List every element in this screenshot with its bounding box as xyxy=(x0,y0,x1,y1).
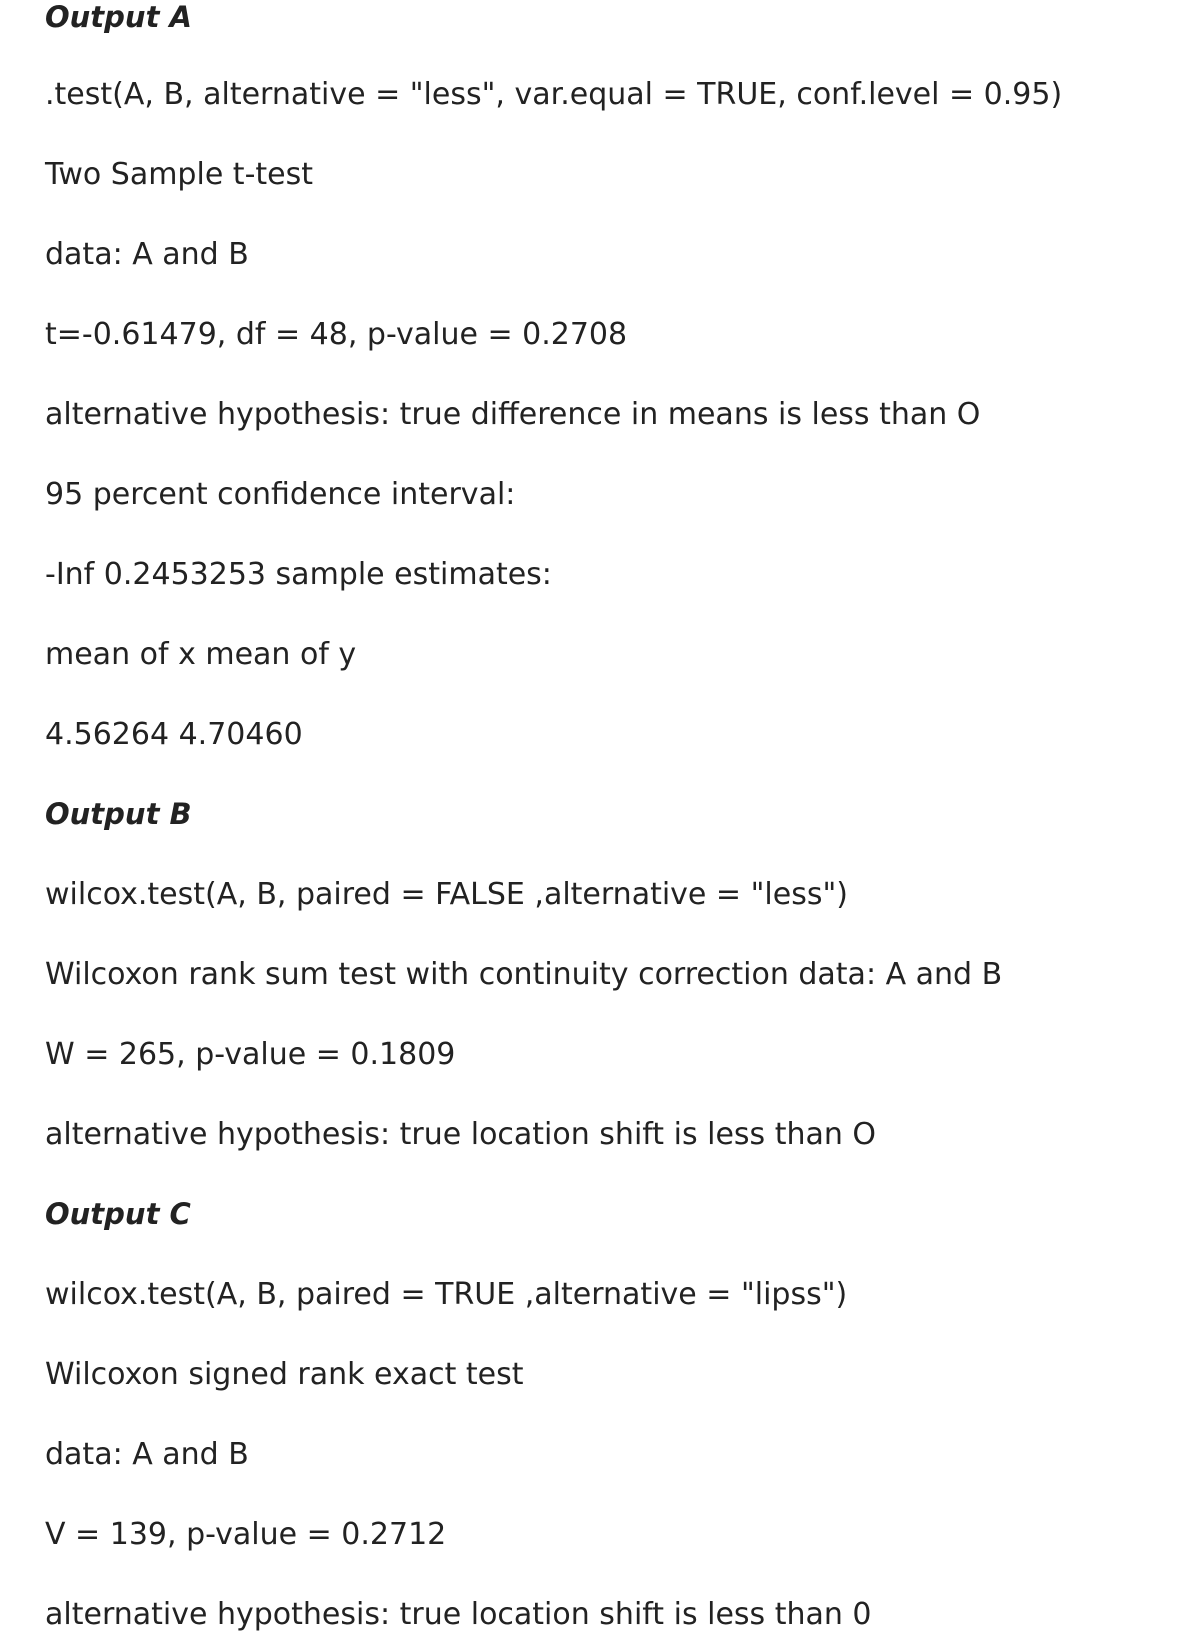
output-a-statistic-line: t=-0.61479, df = 48, p-value = 0.2708 xyxy=(45,317,628,352)
output-b-statistic-line: W = 265, p-value = 0.1809 xyxy=(45,1037,456,1072)
output-c-alternative-line: alternative hypothesis: true location shift is less than 0 xyxy=(45,1597,872,1632)
output-c-test-name: Wilcoxon signed rank exact test xyxy=(45,1357,524,1392)
output-a-command: .test(A, B, alternative = "less", var.equal = TRUE, conf.level = 0.95) xyxy=(45,77,1063,112)
output-a-ci-values: -Inf 0.2453253 sample estimates: xyxy=(45,557,552,592)
output-c-statistic-line: V = 139, p-value = 0.2712 xyxy=(45,1517,447,1552)
output-a-heading: Output A xyxy=(45,0,192,34)
output-a-test-name: Two Sample t-test xyxy=(45,157,314,192)
output-c-data-line: data: A and B xyxy=(45,1437,249,1472)
output-b-test-name: Wilcoxon rank sum test with continuity correction data: A and B xyxy=(45,957,1003,992)
output-a-ci-label: 95 percent confidence interval: xyxy=(45,477,516,512)
output-b-alternative-line: alternative hypothesis: true location shift is less than O xyxy=(45,1117,877,1152)
output-b-command: wilcox.test(A, B, paired = FALSE ,alternative = "less") xyxy=(45,877,848,912)
output-b-heading: Output B xyxy=(45,797,192,831)
output-c-command: wilcox.test(A, B, paired = TRUE ,alternative = "lipss") xyxy=(45,1277,848,1312)
output-c-heading: Output C xyxy=(45,1197,191,1231)
output-a-estimates-values: 4.56264 4.70460 xyxy=(45,717,303,752)
output-a-estimates-header: mean of x mean of y xyxy=(45,637,357,672)
output-a-data-line: data: A and B xyxy=(45,237,249,272)
output-a-alternative-line: alternative hypothesis: true difference in means is less than O xyxy=(45,397,981,432)
